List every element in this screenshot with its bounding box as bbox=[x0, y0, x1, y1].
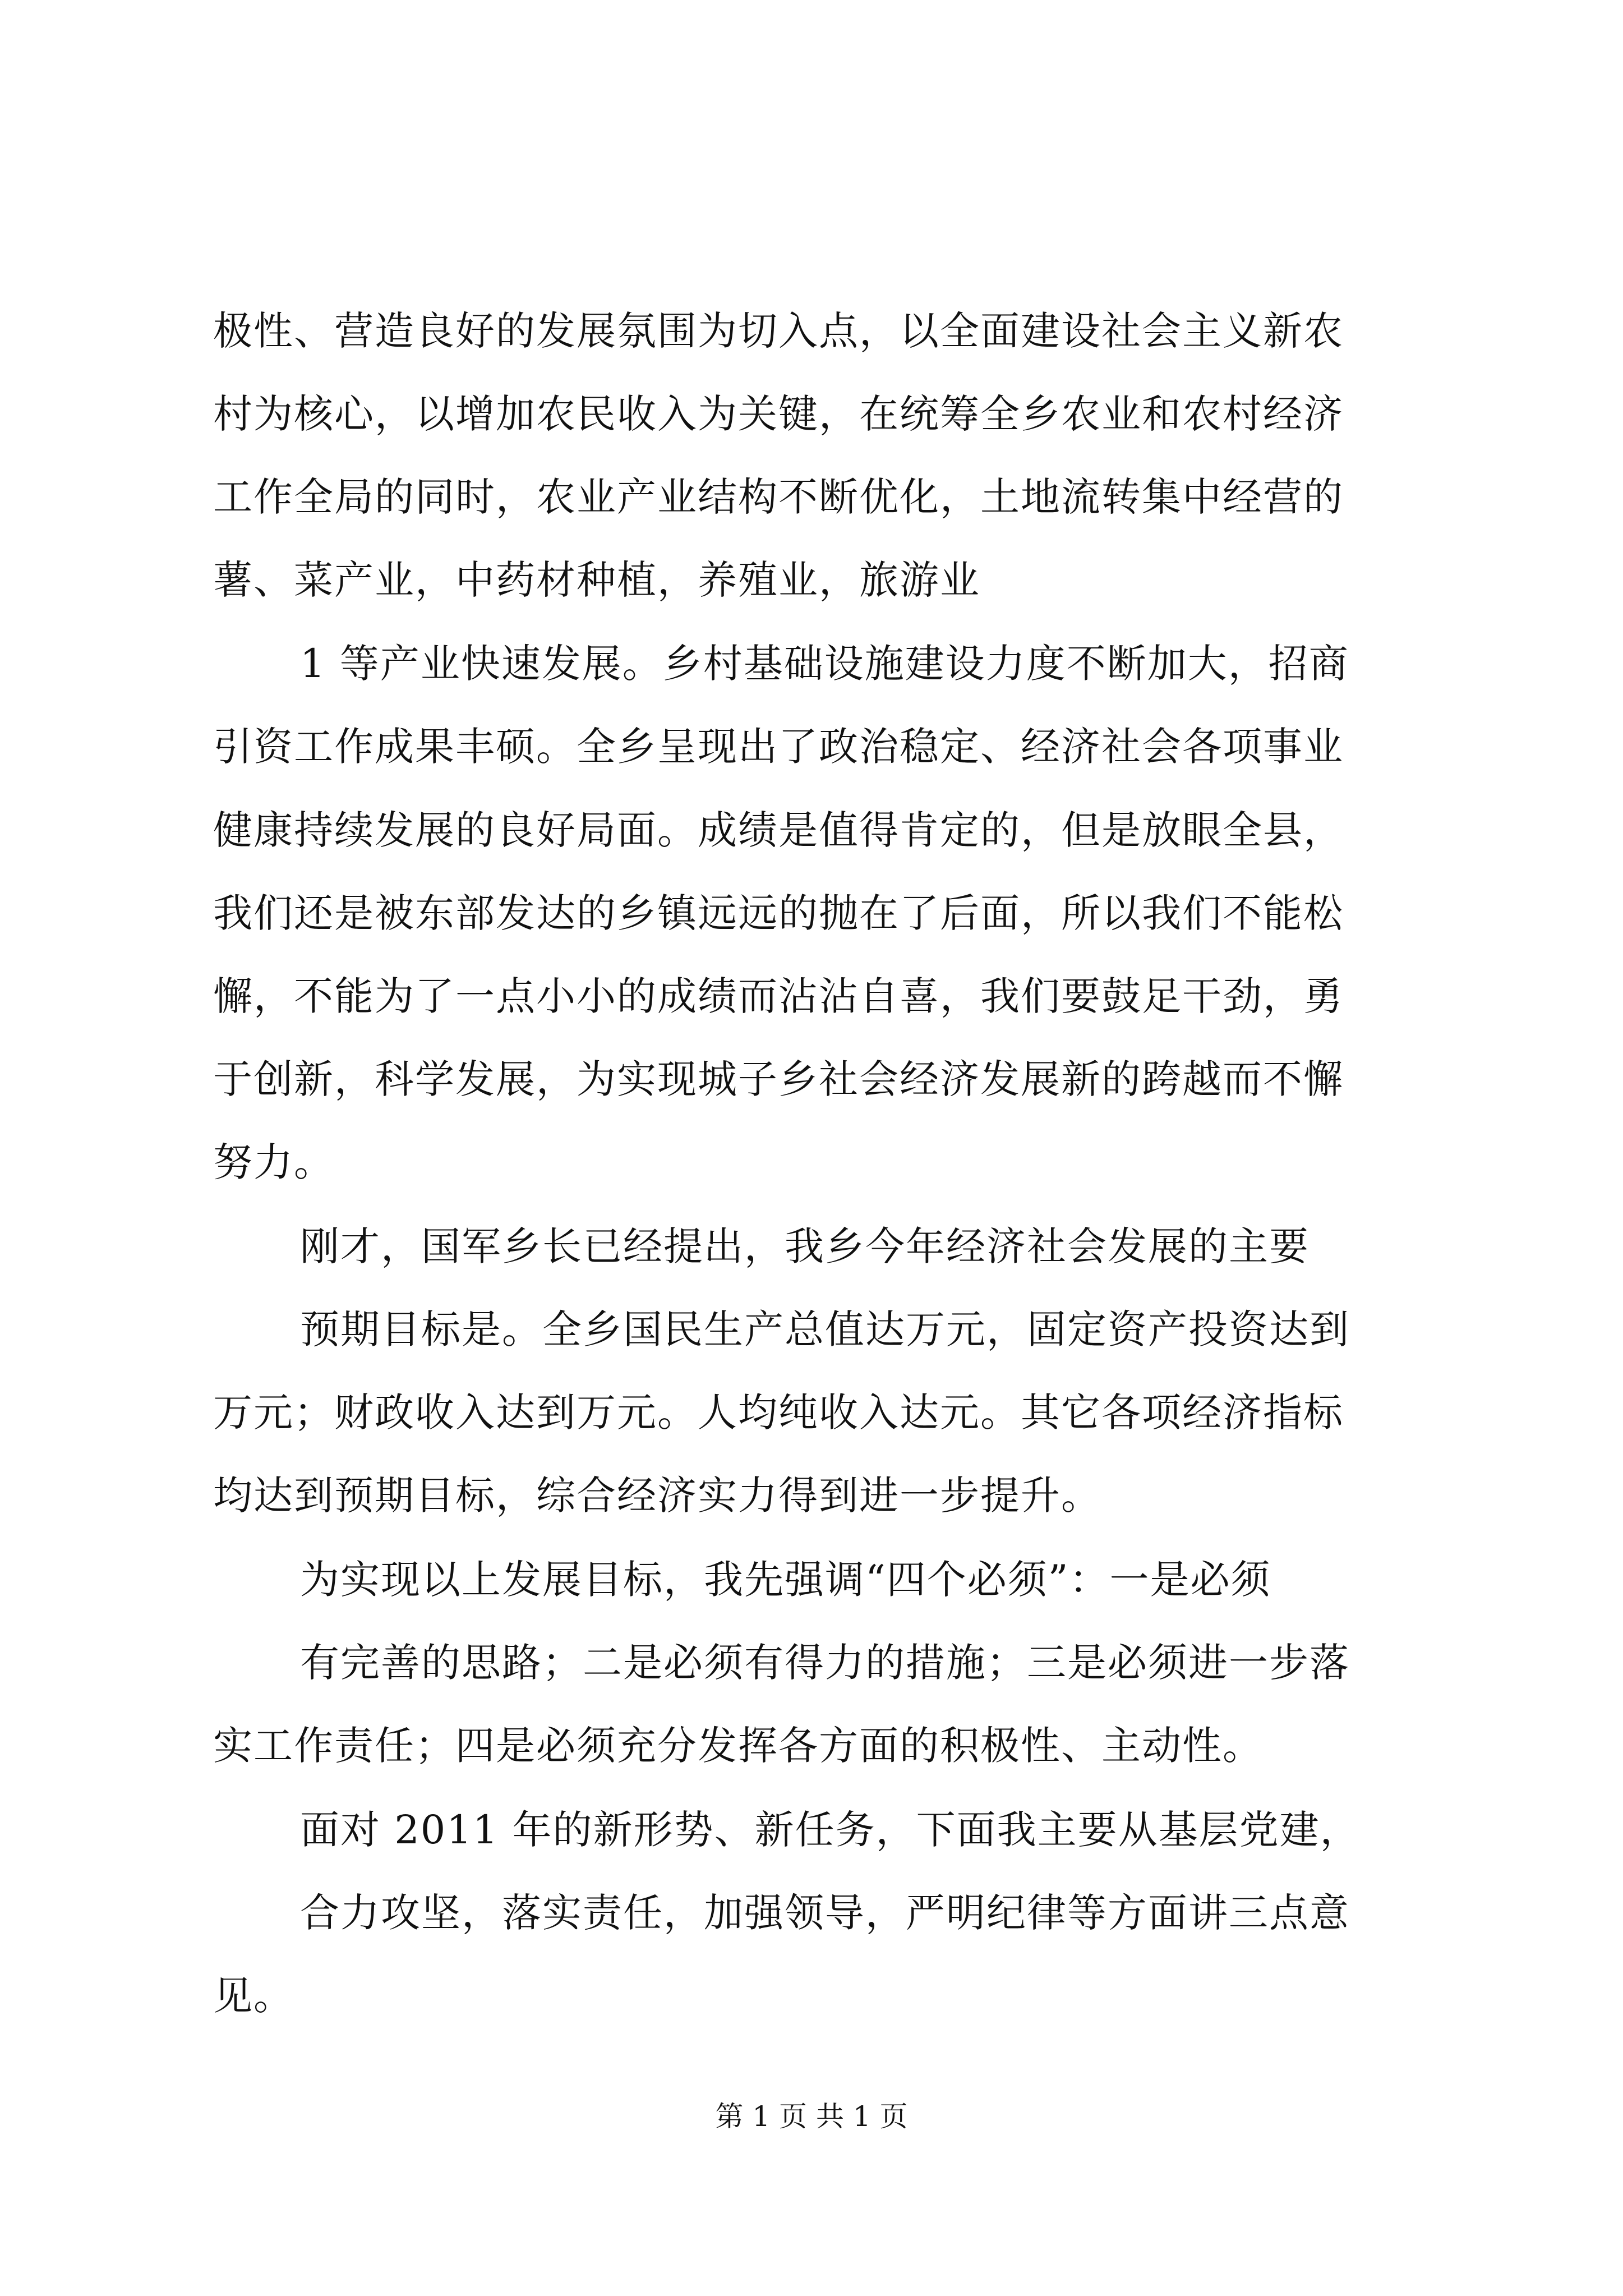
text-line: 引资工作成果丰硕。全乡呈现出了政治稳定、经济社会各项事业 bbox=[213, 724, 1344, 770]
text-line: 均达到预期目标，综合经济实力得到进一步提升。 bbox=[213, 1473, 1101, 1519]
text-line: 为实现以上发展目标，我先强调“四个必须”：一是必须 bbox=[300, 1557, 1271, 1603]
text-line: 懈，不能为了一点小小的成绩而沾沾自喜，我们要鼓足干劲，勇 bbox=[213, 973, 1344, 1019]
text-line: 努力。 bbox=[213, 1139, 334, 1185]
text-line: 有完善的思路；二是必须有得力的措施；三是必须进一步落 bbox=[300, 1640, 1350, 1686]
text-line: 1 等产业快速发展。乡村基础设施建设力度不断加大，招商 bbox=[300, 641, 1349, 687]
text-line: 薯、菜产业，中药材种植，养殖业，旅游业 bbox=[213, 557, 980, 603]
page-number-footer: 第 1 页 共 1 页 bbox=[715, 2100, 908, 2133]
text-line: 预期目标是。全乡国民生产总值达万元，固定资产投资达到 bbox=[300, 1306, 1350, 1352]
text-line: 健康持续发展的良好局面。成绩是值得肯定的，但是放眼全县， bbox=[213, 807, 1344, 853]
text-line: 极性、营造良好的发展氛围为切入点，以全面建设社会主义新农 bbox=[213, 308, 1344, 354]
text-line: 工作全局的同时，农业产业结构不断优化，土地流转集中经营的 bbox=[213, 474, 1344, 520]
text-line: 刚才，国军乡长已经提出，我乡今年经济社会发展的主要 bbox=[300, 1223, 1310, 1269]
text-line: 于创新，科学发展，为实现城子乡社会经济发展新的跨越而不懈 bbox=[213, 1056, 1344, 1102]
text-line: 见。 bbox=[213, 1973, 294, 2019]
text-line: 我们还是被东部发达的乡镇远远的抛在了后面，所以我们不能松 bbox=[213, 890, 1344, 936]
text-line: 实工作责任；四是必须充分发挥各方面的积极性、主动性。 bbox=[213, 1723, 1263, 1769]
text-line: 面对 2011 年的新形势、新任务，下面我主要从基层党建， bbox=[300, 1807, 1361, 1853]
text-line: 合力攻坚，落实责任，加强领导，严明纪律等方面讲三点意 bbox=[300, 1890, 1350, 1936]
text-line: 万元；财政收入达到万元。人均纯收入达元。其它各项经济指标 bbox=[213, 1389, 1344, 1435]
text-line: 村为核心，以增加农民收入为关键，在统筹全乡农业和农村经济 bbox=[213, 391, 1344, 437]
